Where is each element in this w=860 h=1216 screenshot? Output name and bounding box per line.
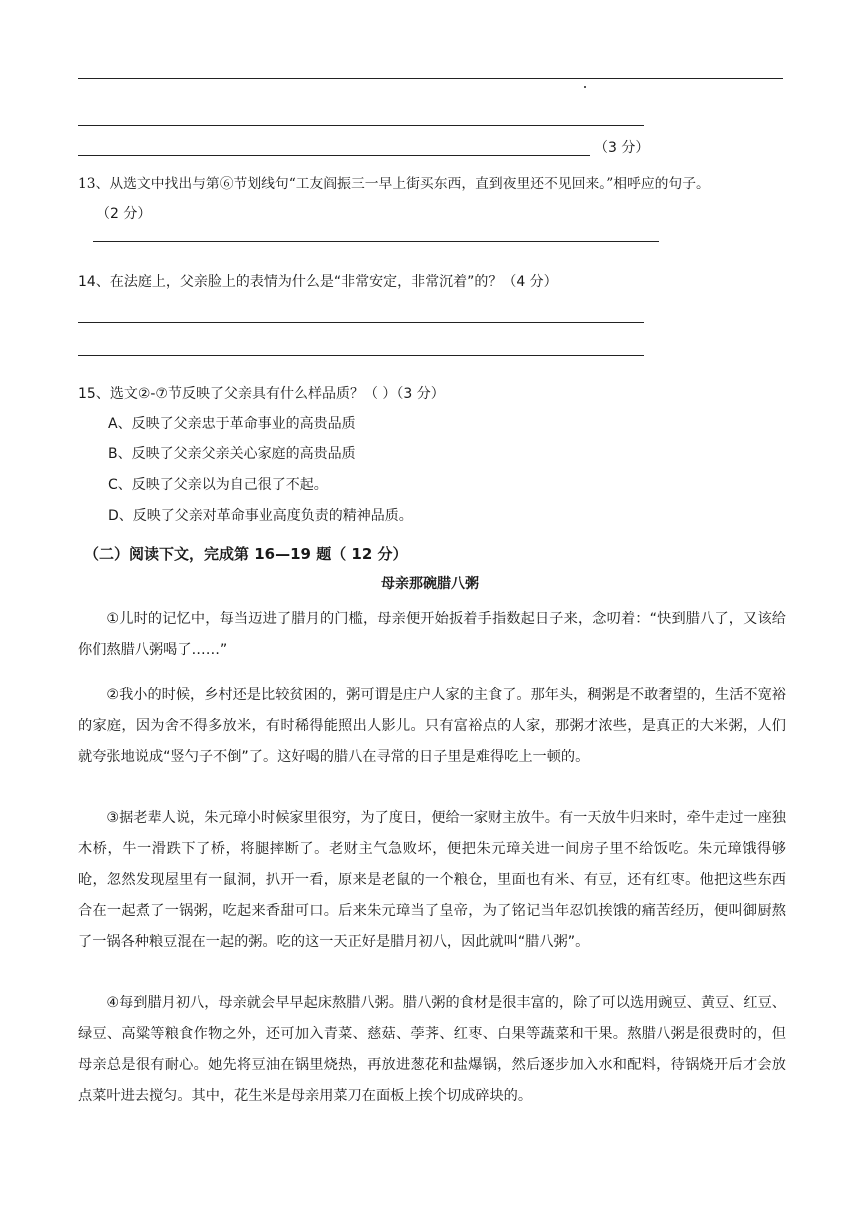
q14-prompt: 14、在法庭上，父亲脸上的表情为什么是“非常安定，非常沉着”的？（4 分） <box>78 274 558 290</box>
paragraph-2: ②我小的时候，乡村还是比较贫困的，粥可谓是庄户人家的主食了。那年头，稠粥是不敢奢望的，生活不宽裕的家庭，因为舍不得多放米，有时稀得能照出人影儿。只有富裕点的人家，那粥才浓些，是真正的大米粥，人们就夸张地说成“竖勺子不倒”了。这好喝的腊八在寻常的日子里是难得吃上一顿的。 <box>78 687 786 765</box>
answer-line-2 <box>78 125 644 126</box>
section-heading: （二）阅读下文，完成第 16—19 题（ 12 分） <box>84 545 408 563</box>
q13-answer-line <box>93 241 659 242</box>
paragraph-4: ④每到腊月初八，母亲就会早早起床熬腊八粥。腊八粥的食材是很丰富的，除了可以选用豌豆、黄豆、红豆、绿豆、高粱等粮食作物之外，还可加入青菜、慈菇、荸荠、红枣、白果等蔬菜和干果。熬腊八粥是很费时的，但母亲总是很有耐心。她先将豆油在锅里烧热，再放进葱花和盐爆锅，然后逐步加入水和配料，待锅烧开后才会放点菜叶进去搅匀。其中，花生米是母亲用菜刀在面板上挨个切成碎块的。 <box>78 995 786 1104</box>
q14-answer-line-2 <box>78 355 644 356</box>
q13-prompt: 13、从选文中找出与第⑥节划线句“工友阎振三一早上街买东西，直到夜里还不见回来。”相呼应的句子。 <box>78 176 710 192</box>
q15-option-b: B、反映了父亲父亲关心家庭的高贵品质 <box>108 446 356 462</box>
stray-dot <box>584 86 586 88</box>
q15-option-c: C、反映了父亲以为自己很了不起。 <box>108 477 328 493</box>
q15-prompt: 15、选文②-⑦节反映了父亲具有什么样品质？（ ）（3 分） <box>78 386 445 402</box>
paragraph-1: ①儿时的记忆中，每当迈进了腊月的门槛，母亲便开始扳着手指数起日子来，念叨着：“快到腊八了，又该给你们熬腊八粥喝了……” <box>78 611 786 658</box>
article-title: 母亲那碗腊八粥 <box>381 576 479 592</box>
answer-line-1 <box>78 78 783 79</box>
q15-option-a: A、反映了父亲忠于革命事业的高贵品质 <box>108 416 356 432</box>
paragraph-3: ③据老辈人说，朱元璋小时候家里很穷，为了度日，便给一家财主放牛。有一天放牛归来时，牵牛走过一座独木桥，牛一滑跌下了桥，将腿摔断了。老财主气急败坏，便把朱元璋关进一间房子里不给饭吃。朱元璋饿得够呛，忽然发现屋里有一鼠洞，扒开一看，原来是老鼠的一个粮仓，里面也有米、有豆，还有红枣。他把这些东西合在一起煮了一锅粥，吃起来香甜可口。后来朱元璋当了皇帝，为了铭记当年忍饥挨饿的痛苦经历，便叫御厨熬了一锅各种粮豆混在一起的粥。吃的这一天正好是腊月初八，因此就叫“腊八粥”。 <box>78 810 786 950</box>
answer-line-3 <box>78 155 590 156</box>
q12-points: （3 分） <box>594 140 650 156</box>
q14-answer-line-1 <box>78 322 644 323</box>
q15-option-d: D、反映了父亲对革命事业高度负责的精神品质。 <box>108 508 413 524</box>
q13-points: （2 分） <box>96 206 152 222</box>
